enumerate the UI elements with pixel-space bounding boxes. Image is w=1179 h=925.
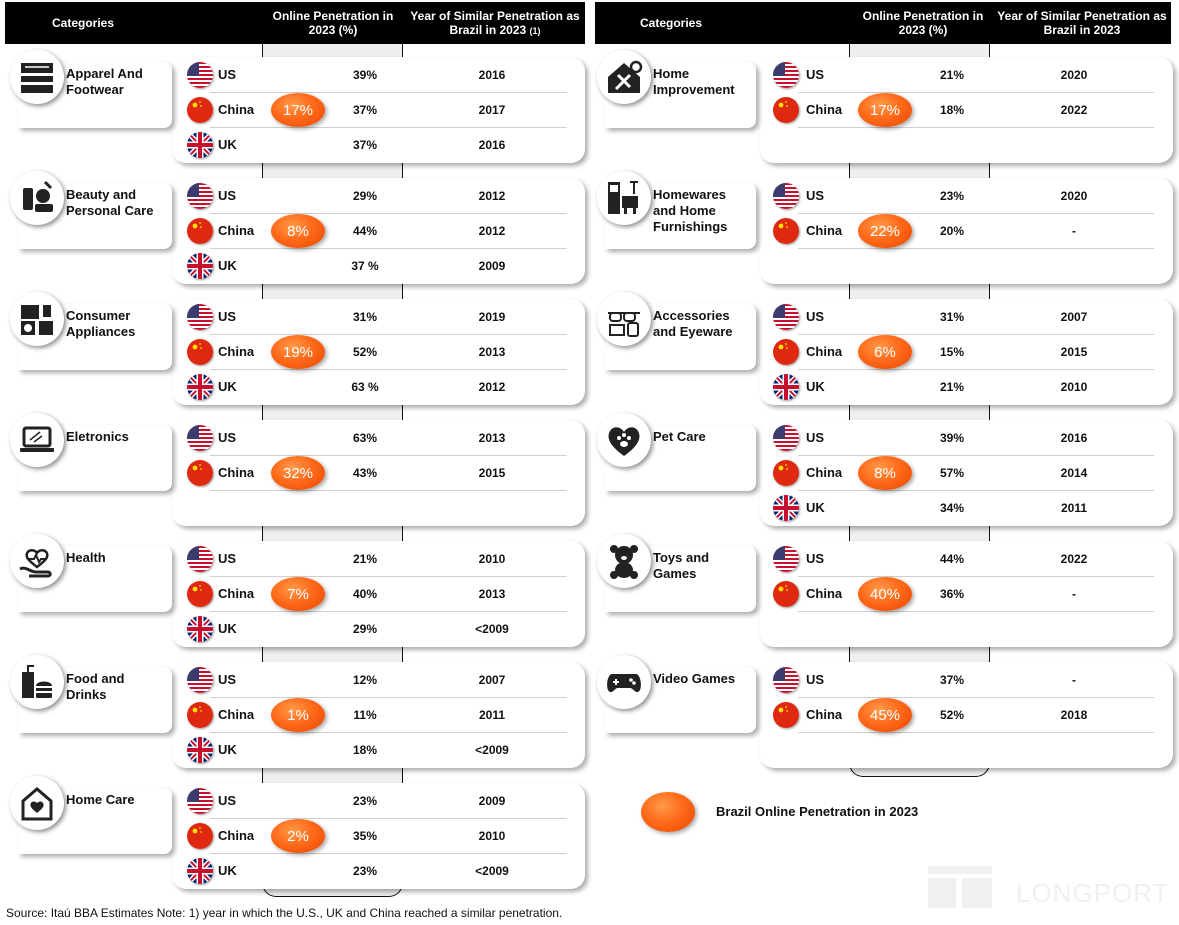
flag-us-icon — [773, 667, 799, 693]
penetration-value: 35% — [352, 829, 378, 843]
row-separator — [210, 92, 567, 93]
penetration-value: 39% — [939, 431, 965, 445]
penetration-value: 57% — [939, 466, 965, 480]
flag-us-icon — [187, 546, 213, 572]
similar-year-value: 2022 — [1060, 552, 1088, 566]
flag-uk-icon — [187, 616, 213, 642]
penetration-value: 18% — [939, 103, 965, 117]
country-label: US — [806, 551, 825, 566]
penetration-value: 36% — [939, 587, 965, 601]
similar-year-value: 2012 — [478, 380, 506, 394]
penetration-value: 15% — [939, 345, 965, 359]
header-year — [407, 2, 583, 44]
penetration-value: 29% — [352, 189, 378, 203]
similar-year-value: 2013 — [478, 587, 506, 601]
similar-year-value: 2016 — [478, 68, 506, 82]
row-separator — [210, 611, 567, 612]
penetration-value: 52% — [939, 708, 965, 722]
row-separator — [210, 576, 567, 577]
category-label: Toys and Games — [605, 546, 756, 612]
similar-year-value: 2016 — [1060, 431, 1088, 445]
appliances-icon — [10, 292, 64, 346]
similar-year-value: 2012 — [478, 189, 506, 203]
header-year-text: Year of Similar Penetration as Brazil in 2023 — [410, 8, 580, 37]
brazil-penetration-badge: 6% — [858, 335, 912, 369]
category-label: Video Games — [605, 667, 756, 733]
header-penetration-right: Online Penetration in 2023 (%) — [862, 9, 984, 37]
header-categories-right: Categories — [640, 16, 703, 30]
similar-year-value: 2013 — [478, 431, 506, 445]
penetration-value: 31% — [352, 310, 378, 324]
similar-year-value: <2009 — [475, 622, 509, 636]
row-separator — [798, 92, 1154, 93]
country-label: China — [218, 828, 255, 843]
home-care-icon — [10, 776, 64, 830]
flag-uk-icon — [187, 132, 213, 158]
row-separator — [798, 213, 1154, 214]
brazil-penetration-badge: 2% — [271, 819, 325, 853]
penetration-value: 29% — [352, 622, 378, 636]
penetration-value: 44% — [939, 552, 965, 566]
header-year-note: (1) — [529, 25, 541, 36]
brazil-penetration-badge: 22% — [858, 214, 912, 248]
brazil-penetration-badge: 40% — [858, 577, 912, 611]
similar-year-value: 2013 — [478, 345, 506, 359]
similar-year-value: 2020 — [1060, 68, 1088, 82]
country-label: China — [806, 707, 843, 722]
laptop-icon — [10, 413, 64, 467]
row-separator — [798, 248, 1154, 249]
row-separator — [210, 818, 567, 819]
row-separator — [798, 455, 1154, 456]
row-separator — [210, 732, 567, 733]
tools-icon — [597, 50, 651, 104]
flag-us-icon — [187, 304, 213, 330]
similar-year-value: <2009 — [475, 864, 509, 878]
brazil-penetration-badge: 19% — [271, 335, 325, 369]
country-label: UK — [806, 500, 825, 515]
penetration-value: 21% — [939, 380, 965, 394]
country-label: China — [806, 586, 843, 601]
header-categories: Categories — [52, 16, 115, 30]
row-separator — [798, 127, 1154, 128]
flag-cn-icon — [773, 339, 799, 365]
brazil-penetration-badge: 1% — [271, 698, 325, 732]
penetration-value: 23% — [939, 189, 965, 203]
flag-us-icon — [773, 62, 799, 88]
similar-year-value: 2018 — [1060, 708, 1088, 722]
flag-us-icon — [187, 667, 213, 693]
row-separator — [798, 732, 1154, 733]
penetration-value: 11% — [353, 708, 377, 722]
penetration-value: 18% — [352, 743, 378, 757]
country-label: China — [218, 102, 255, 117]
eyewear-icon — [597, 292, 651, 346]
furniture-icon — [597, 171, 651, 225]
brazil-penetration-badge: 8% — [858, 456, 912, 490]
header-penetration: Online Penetration in 2023 (%) — [272, 9, 394, 37]
flag-uk-icon — [187, 737, 213, 763]
country-label: UK — [218, 379, 237, 394]
food-icon — [10, 655, 64, 709]
country-label: US — [218, 430, 237, 445]
similar-year-value: 2015 — [478, 466, 506, 480]
category-label: Homewares and Home Furnishings — [605, 183, 756, 249]
country-label: China — [218, 586, 255, 601]
flag-cn-icon — [773, 218, 799, 244]
category-label: Food and Drinks — [18, 667, 172, 733]
row-separator — [798, 334, 1154, 335]
flag-uk-icon — [187, 253, 213, 279]
similar-year-value: 2015 — [1060, 345, 1088, 359]
similar-year-value: 2007 — [1060, 310, 1088, 324]
flag-uk-icon — [773, 495, 799, 521]
row-separator — [210, 490, 567, 491]
similar-year-value: - — [1072, 673, 1076, 687]
row-separator — [210, 248, 567, 249]
flag-cn-icon — [187, 218, 213, 244]
similar-year-value: 2022 — [1060, 103, 1088, 117]
flag-cn-icon — [773, 460, 799, 486]
brazil-penetration-badge: 17% — [858, 93, 912, 127]
penetration-value: 40% — [352, 587, 378, 601]
row-separator — [210, 697, 567, 698]
legend-label: Brazil Online Penetration in 2023 — [716, 804, 919, 819]
brazil-penetration-badge: 45% — [858, 698, 912, 732]
flag-cn-icon — [773, 97, 799, 123]
similar-year-value: 2010 — [478, 552, 506, 566]
country-label: US — [218, 672, 237, 687]
flag-us-icon — [187, 183, 213, 209]
watermark-text: LONGPORT — [1016, 878, 1170, 908]
header-year-right: Year of Similar Penetration as Brazil in 2023 — [997, 9, 1167, 37]
penetration-value: 31% — [939, 310, 965, 324]
row-separator — [798, 576, 1154, 577]
country-label: China — [218, 344, 255, 359]
penetration-value: 23% — [352, 794, 378, 808]
row-separator — [210, 853, 567, 854]
penetration-value: 63% — [352, 431, 378, 445]
country-label: UK — [218, 137, 237, 152]
flag-uk-icon — [187, 374, 213, 400]
category-label: Pet Care — [605, 425, 756, 491]
penetration-value: 44% — [352, 224, 378, 238]
category-label: Home Improvement — [605, 62, 756, 128]
row-separator — [210, 127, 567, 128]
country-label: China — [806, 223, 843, 238]
penetration-value: 34% — [939, 501, 965, 515]
similar-year-value: 2010 — [1060, 380, 1088, 394]
similar-year-value: <2009 — [475, 743, 509, 757]
watermark-logo — [928, 864, 1173, 910]
flag-cn-icon — [187, 823, 213, 849]
penetration-value: 43% — [352, 466, 378, 480]
penetration-value: 37% — [939, 673, 965, 687]
flag-us-icon — [187, 788, 213, 814]
flag-us-icon — [773, 304, 799, 330]
row-separator — [798, 697, 1154, 698]
row-separator — [798, 611, 1154, 612]
row-separator — [210, 455, 567, 456]
flag-cn-icon — [187, 339, 213, 365]
similar-year-value: - — [1072, 224, 1076, 238]
pet-icon — [597, 413, 651, 467]
similar-year-value: 2010 — [478, 829, 506, 843]
category-label: Health — [18, 546, 172, 612]
penetration-value: 63 % — [351, 380, 379, 394]
similar-year-value: 2009 — [478, 259, 506, 273]
penetration-value: 37% — [352, 138, 378, 152]
row-separator — [798, 369, 1154, 370]
similar-year-value: 2011 — [1060, 501, 1088, 515]
similar-year-value: 2014 — [1060, 466, 1088, 480]
penetration-value: 52% — [352, 345, 378, 359]
country-label: China — [218, 223, 255, 238]
country-label: China — [218, 465, 255, 480]
country-label: US — [806, 309, 825, 324]
country-label: China — [806, 344, 843, 359]
country-label: US — [218, 551, 237, 566]
country-label: US — [218, 188, 237, 203]
country-label: UK — [806, 379, 825, 394]
country-label: UK — [218, 621, 237, 636]
flag-cn-icon — [187, 97, 213, 123]
category-label: Eletronics — [18, 425, 172, 491]
country-label: US — [806, 188, 825, 203]
legend-swatch — [641, 792, 695, 832]
penetration-value: 21% — [352, 552, 378, 566]
country-label: US — [218, 793, 237, 808]
penetration-value: 37 % — [351, 259, 379, 273]
similar-year-value: 2016 — [478, 138, 506, 152]
category-label: Home Care — [18, 788, 172, 854]
country-label: US — [218, 309, 237, 324]
brazil-penetration-badge: 8% — [271, 214, 325, 248]
flag-us-icon — [187, 62, 213, 88]
source-note: Source: Itaú BBA Estimates Note: 1) year in which the U.S., UK and China reached a similar penetration. — [6, 906, 563, 920]
country-label: UK — [218, 258, 237, 273]
flag-us-icon — [187, 425, 213, 451]
flag-us-icon — [773, 183, 799, 209]
country-label: China — [218, 707, 255, 722]
country-label: China — [806, 102, 843, 117]
flag-cn-icon — [187, 581, 213, 607]
brazil-penetration-badge: 17% — [271, 93, 325, 127]
penetration-value: 20% — [939, 224, 965, 238]
gamepad-icon — [597, 655, 651, 709]
country-label: China — [806, 465, 843, 480]
similar-year-value: 2019 — [478, 310, 506, 324]
category-label: Apparel And Footwear — [18, 62, 172, 128]
penetration-value: 23% — [352, 864, 378, 878]
penetration-value: 39% — [352, 68, 378, 82]
flag-cn-icon — [187, 460, 213, 486]
row-separator — [210, 334, 567, 335]
similar-year-value: 2009 — [478, 794, 506, 808]
row-separator — [210, 213, 567, 214]
flag-uk-icon — [773, 374, 799, 400]
penetration-value: 21% — [939, 68, 965, 82]
country-label: US — [806, 672, 825, 687]
penetration-value: 37% — [352, 103, 378, 117]
similar-year-value: 2007 — [478, 673, 506, 687]
country-label: UK — [218, 742, 237, 757]
header-bar-left — [5, 2, 585, 44]
flag-cn-icon — [187, 702, 213, 728]
category-label: Beauty and Personal Care — [18, 183, 172, 249]
similar-year-value: 2012 — [478, 224, 506, 238]
flag-cn-icon — [773, 702, 799, 728]
flag-us-icon — [773, 546, 799, 572]
country-label: UK — [218, 863, 237, 878]
similar-year-value: 2020 — [1060, 189, 1088, 203]
brazil-penetration-badge: 7% — [271, 577, 325, 611]
health-icon — [10, 534, 64, 588]
country-label: US — [806, 430, 825, 445]
country-label: US — [218, 67, 237, 82]
category-label: Consumer Appliances — [18, 304, 172, 370]
similar-year-value: 2011 — [478, 708, 506, 722]
beauty-icon — [10, 171, 64, 225]
row-separator — [210, 369, 567, 370]
brazil-penetration-badge: 32% — [271, 456, 325, 490]
teddy-bear-icon — [597, 534, 651, 588]
header-bar-right — [595, 2, 1171, 44]
row-separator — [798, 490, 1154, 491]
flag-cn-icon — [773, 581, 799, 607]
category-label: Accessories and Eyeware — [605, 304, 756, 370]
penetration-value: 12% — [352, 673, 378, 687]
flag-us-icon — [773, 425, 799, 451]
flag-uk-icon — [187, 858, 213, 884]
country-label: US — [806, 67, 825, 82]
similar-year-value: - — [1072, 587, 1076, 601]
similar-year-value: 2017 — [478, 103, 506, 117]
apparel-icon — [10, 50, 64, 104]
